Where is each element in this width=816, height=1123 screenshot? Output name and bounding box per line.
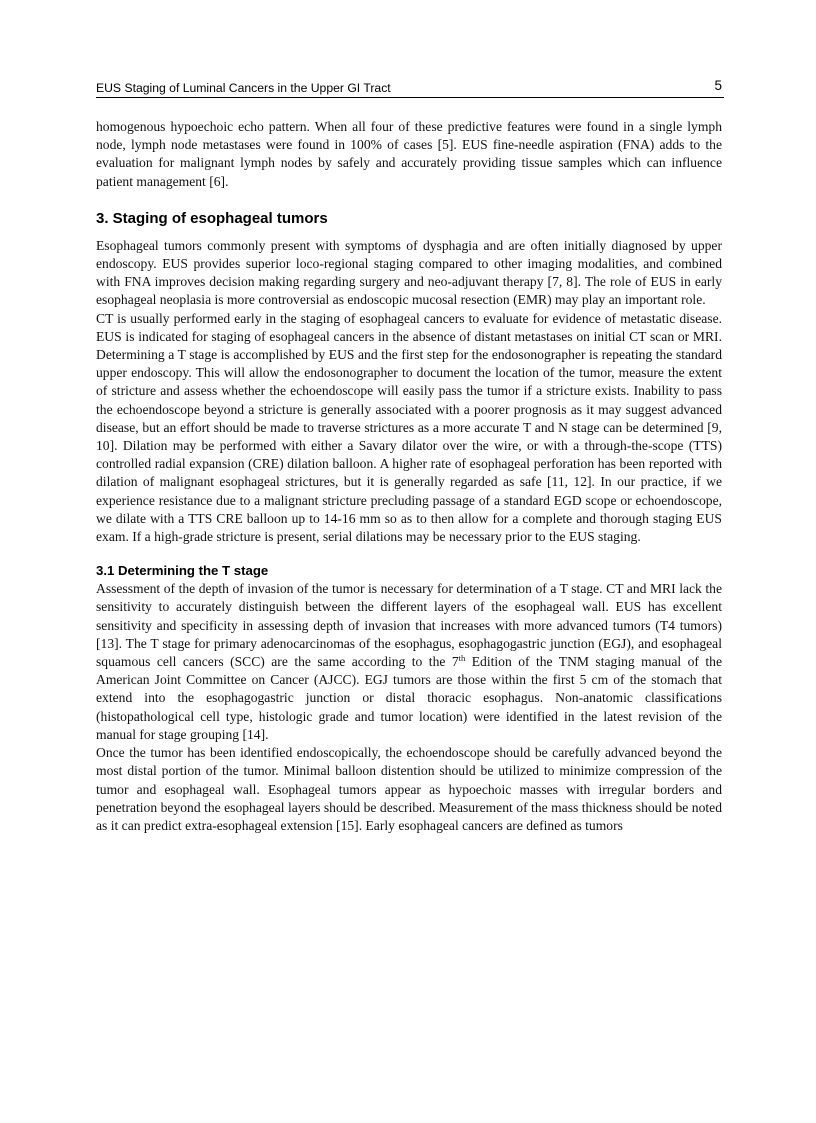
subsection-heading-3-1: 3.1 Determining the T stage (96, 563, 269, 579)
running-header (96, 80, 724, 98)
section-heading-3: 3. Staging of esophageal tumors (96, 209, 328, 227)
superscript-ordinal: th (458, 653, 466, 664)
paragraph-esophageal-presentation: Esophageal tumors commonly present with symptoms of dysphagia and are often initially diagnosed by upper endoscopy. EUS provides superior loco-regional staging compared to other imaging modalities, and combined with FNA improves decision making regarding surgery and neo-adjuvant therapy [7, 8]. The role of EUS in early esophageal neoplasia is more controversial as endoscopic mucosal resection (EMR) may play an important role. (96, 237, 722, 308)
body-text (96, 118, 722, 835)
paragraph-tumor-identification: Once the tumor has been identified endoscopically, the echoendoscope should be carefully advanced beyond the most distal portion of the tumor. Minimal balloon distention should be utilized to minimize compression of the tumor and esophageal wall. Esophageal tumors appear as hypoechoic masses with irregular borders and penetration beyond the esophageal layers should be described. Measurement of the mass thickness should be noted as it can predict extra-esophageal extension [15]. Early esophageal cancers are defined as tumors (96, 745, 722, 833)
running-title: EUS Staging of Luminal Cancers in the Upper GI Tract (96, 81, 391, 95)
paragraph-intro: homogenous hypoechoic echo pattern. When all four of these predictive features were found in a single lymph node, lymph node metastases were found in 100% of cases [5]. EUS fine-needle aspiration (FNA) adds to the evaluation for malignant lymph nodes by safely and accurately providing tissue samples which can influence patient management [6]. (96, 119, 722, 189)
text-run: Assessment of the depth of invasion of the tumor is necessary for determination of a T stage. CT and MRI lack the sensitivity to accurately distinguish between the different layers of the esophageal wall. EUS has excellent sensitivity and specificity in assessing depth of invasion that increases with more advanced tumors (T4 tumors) [13]. The T stage for primary adenocarcinomas of the esophagus, esophagogastric junction (EGJ), and esophageal squamous cell cancers (SCC) are the same according to the 7 (96, 581, 722, 670)
page-number: 5 (714, 78, 722, 93)
text-run: Edition of the TNM staging manual of the American Joint Committee on Cancer (AJCC). EGJ tumors are those within the first 5 cm of the stomach that extend into the esophagogastric junction or distal thoracic esophagus. Non-anatomic classifications (histopathological cell type, histologic grade and tumor location) were identified in the latest revision of the manual for stage grouping [14]. (96, 654, 722, 742)
paragraph-ct-staging: CT is usually performed early in the staging of esophageal cancers to evaluate for evidence of metastatic disease. EUS is indicated for staging of esophageal cancers in the absence of distant metastases on initial CT scan or MRI. Determining a T stage is accomplished by EUS and the first step for the endosonographer is repeating the standard upper endoscopy. This will allow the endosonographer to document the location of the tumor, measure the extent of stricture and assess whether the echoendoscope will easily pass the tumor if a stricture exists. Inability to pass the echoendoscope beyond a stricture is generally associated with a poorer prognosis as it may suggest advanced disease, but an effort should be made to traverse strictures as a more accurate T and N stage can be determined [9, 10]. Dilation may be performed with either a Savary dilator over the wire, or with a through-the-scope (TTS) controlled radial expansion (CRE) dilation balloon. A higher rate of esophageal perforation has been reported with dilation of malignant esophageal strictures, but it is generally regarded as safe [11, 12]. In our practice, if we experience resistance due to a malignant stricture precluding passage of a standard EGD scope or echoendoscope, we dilate with a TTS CRE balloon up to 14-16 mm so as to then allow for a complete and thorough staging EUS exam. If a high-grade stricture is present, serial dilations may be necessary prior to the EUS staging. (96, 310, 722, 545)
paragraph-depth-of-invasion (96, 580, 722, 744)
